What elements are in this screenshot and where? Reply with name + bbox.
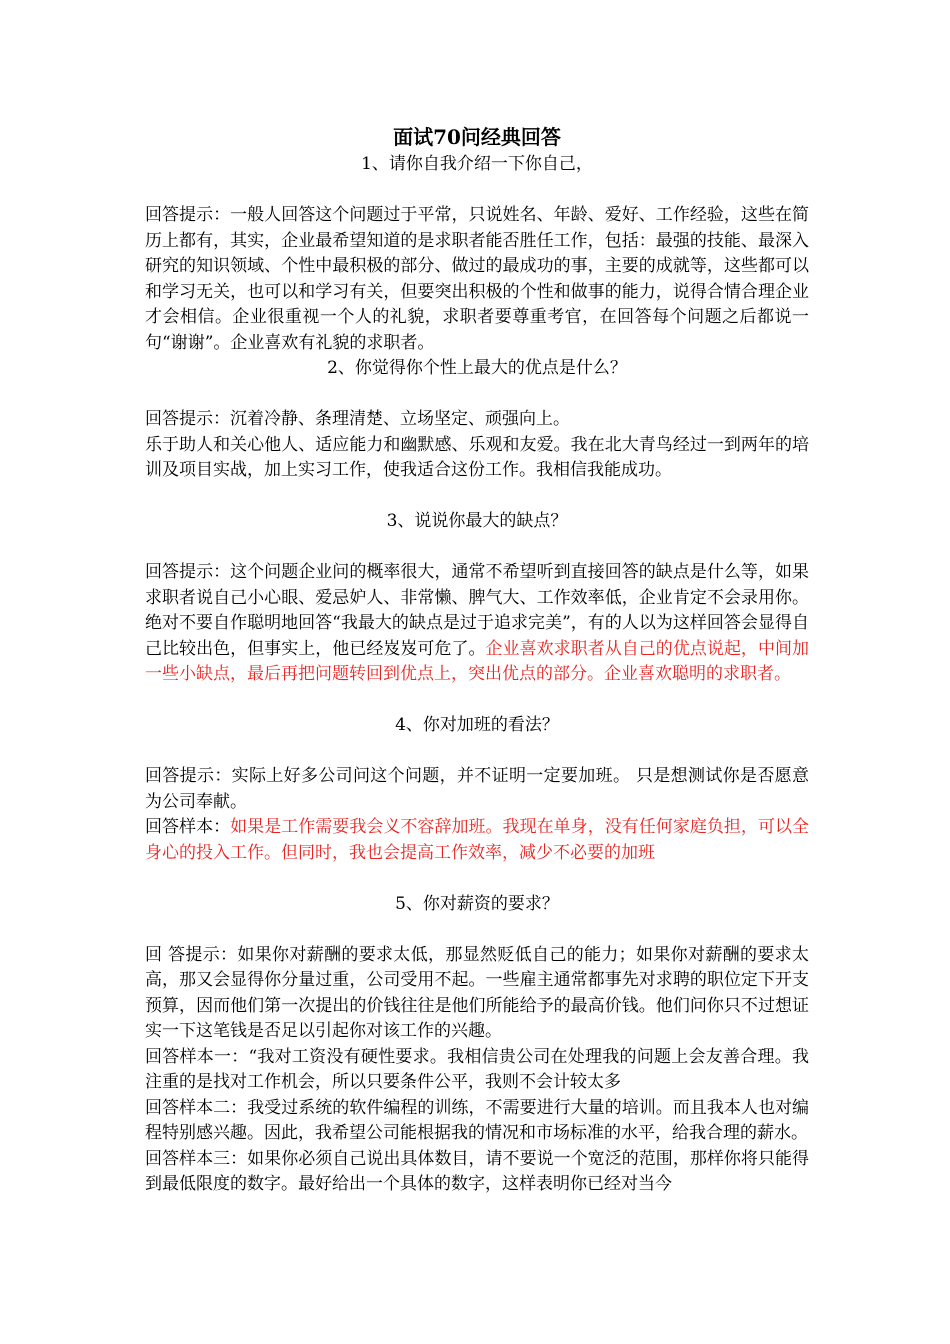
spacer: [145, 866, 809, 892]
answer-3-highlight: 企业喜欢求职者从自己的优点说起，中间加一些小缺点，最后再把问题转回到优点上，突出优点的部分。企业喜欢聪明的求职者。: [145, 638, 810, 684]
answer-5-sample-3: 回答样本三：如果你必须自己说出具体数目，请不要说一个宽泛的范围，那样你将只能得到最低限度的数字。最好给出一个具体的数字，这样表明你已经对当今: [145, 1148, 809, 1194]
question-3: 3、说说你最大的缺点？: [386, 511, 568, 531]
answer-1-hint: 回答提示：一般人回答这个问题过于平常，只说姓名、年龄、爱好、工作经验，这些在简历上都有，其实，企业最希望知道的是求职者能否胜任工作，包括：最强的技能、最深入研究的知识领域、个性中最积极的部分、做过的最成功的事，主要的成就等，这些都可以和学习无关，也可以和学习有关，但要突出积极的个性和做事的能力，说得合情合理企业才会相信。企业很重视一个人的礼貌，求职者要尊重考官，在回答每个问题之后都说一句“谢谢”。企业喜欢有礼貌的求职者。: [145, 205, 809, 353]
answer-5-sample-1: 回答样本一：“我对工资没有硬性要求。我相信贵公司在处理我的问题上会友善合理。我注重的是找对工作机会，所以只要条件公平，我则不会计较太多: [145, 1046, 809, 1092]
answer-3-hint-text: 回答提示：这个问题企业问的概率很大，通常不希望听到直接回答的缺点是什么等，如果求职者说自己小心眼、爱忌妒人、非常懒、脾气大、工作效率低，企业肯定不会录用你。绝对不要自作聪明地回答“我最大的缺点是过于追求完美”，有的人以为这样回答会显得自己比较出色，但事实上，他已经岌岌可危了。: [145, 562, 809, 659]
answer-4-hint: 回答提示：实际上好多公司问这个问题，并不证明一定要加班。 只是想测试你是否愿意为公司奉献。: [145, 766, 809, 812]
document-page: [145, 122, 809, 1198]
question-1: 1、请你自我介绍一下你自己，: [361, 154, 593, 174]
answer-4-sample-text: 如果是工作需要我会义不容辞加班。我现在单身，没有任何家庭负担，可以全身心的投入工作。但同时，我也会提高工作效率，减少不必要的加班: [145, 817, 810, 863]
question-5: 5、你对薪资的要求？: [395, 893, 559, 914]
spacer: [145, 535, 809, 561]
answer-5-sample-2: 回答样本二：我受过系统的软件编程的训练，不需要进行大量的培训。而且我本人也对编程特别感兴趣。因此，我希望公司能根据我的情况和市场标准的水平，给我合理的薪水。: [145, 1097, 809, 1143]
spacer: [145, 917, 809, 943]
answer-2-hint: 回答提示：沉着冷静、条理清楚、立场坚定、顽强向上。: [145, 409, 570, 429]
document-title: 面试70问经典回答: [393, 125, 561, 149]
spacer: [145, 382, 809, 408]
spacer: [145, 484, 809, 510]
spacer: [145, 688, 809, 714]
answer-5-hint: 回 答提示：如果你对薪酬的要求太低，那显然贬低自己的能力；如果你对薪酬的要求太高，那又会显得你分量过重，公司受用不起。一些雇主通常都事先对求聘的职位定下开支预算，因而他们第一次提出的价钱往往是他们所能给予的最高价钱。他们问你只不过想证实一下这笔钱是否足以引起你对该工作的兴趣。: [145, 944, 809, 1041]
question-2: 2、你觉得你个性上最大的优点是什么？: [327, 358, 627, 378]
spacer: [145, 739, 809, 765]
answer-4-sample: [145, 815, 809, 866]
answer-3-hint: [145, 560, 809, 688]
answer-2-detail: 乐于助人和关心他人、适应能力和幽默感、乐观和友爱。我在北大青鸟经过一到两年的培训及项目实战，加上实习工作，使我适合这份工作。我相信我能成功。: [145, 434, 809, 480]
answer-4-sample-label: 回答样本：: [145, 817, 231, 837]
question-4: 4、你对加班的看法？: [395, 715, 559, 735]
spacer: [145, 178, 809, 204]
